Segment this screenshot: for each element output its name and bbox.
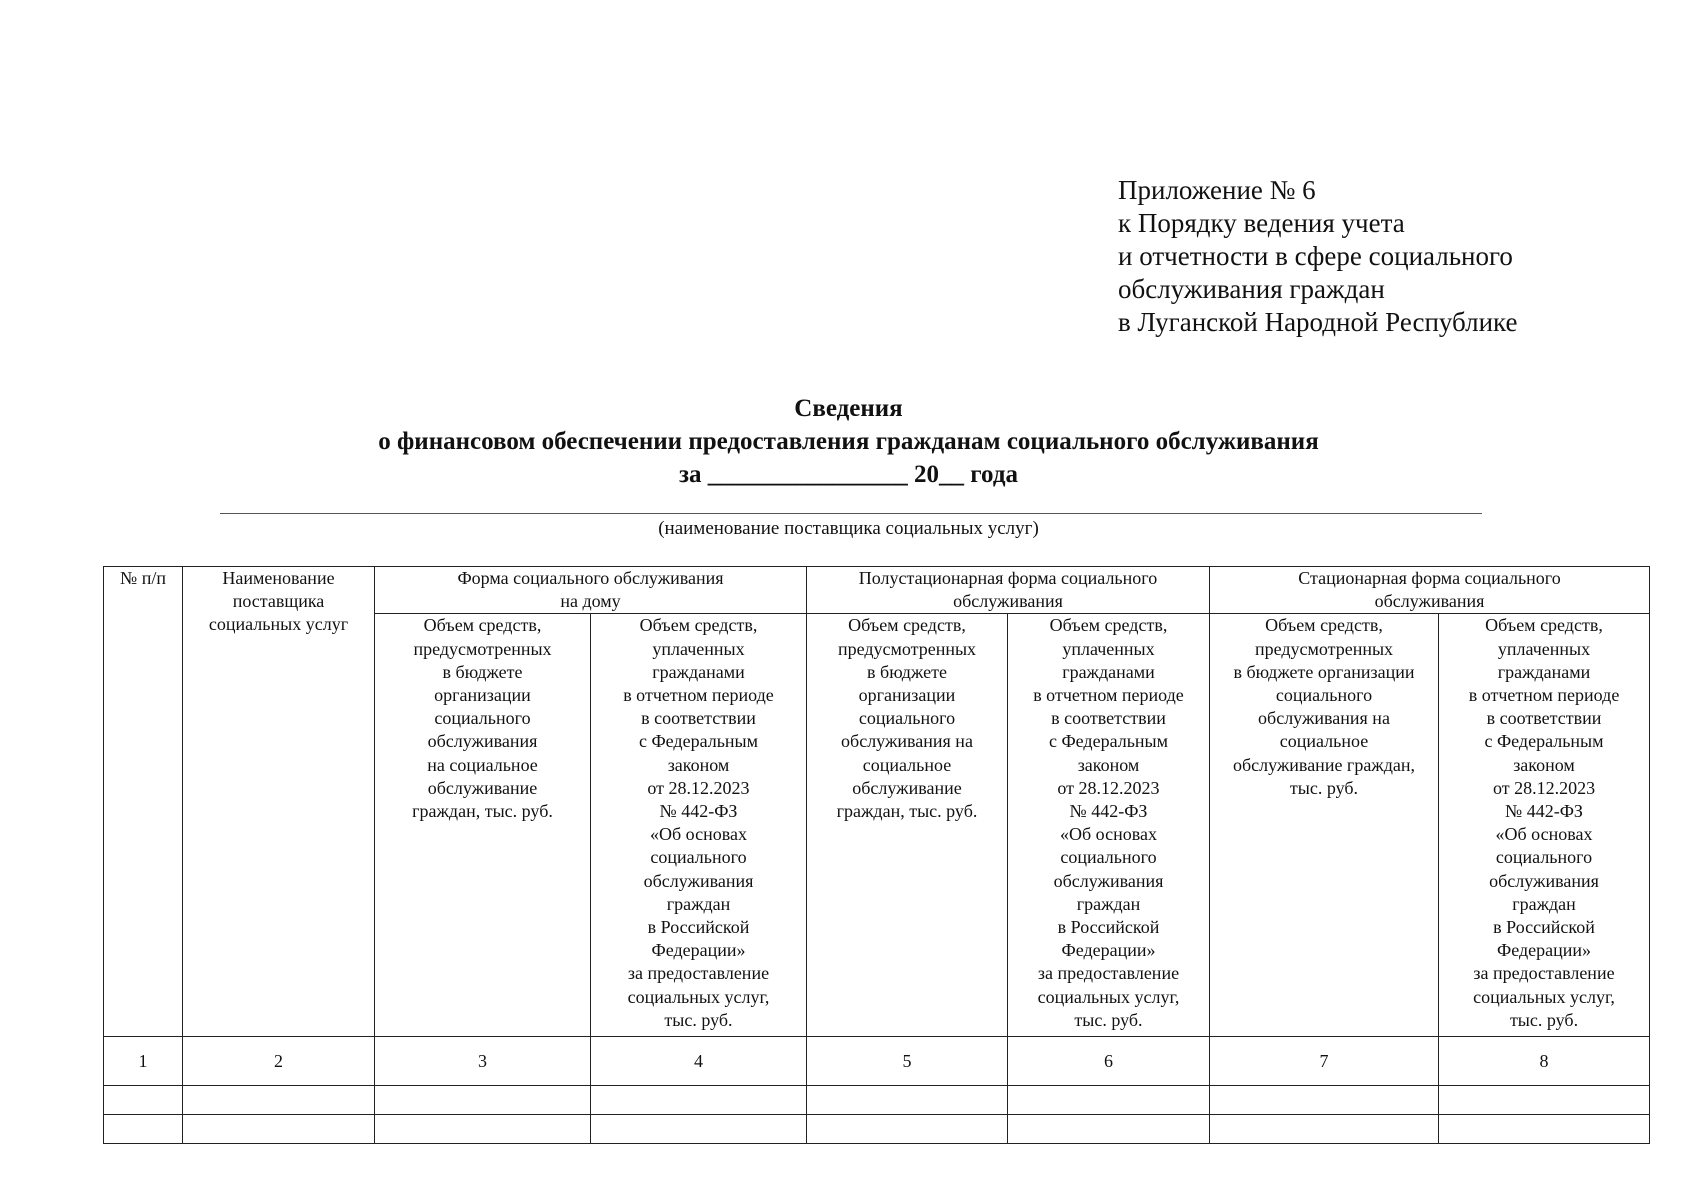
appendix-line: и отчетности в сфере социального	[1118, 241, 1513, 271]
header-cell-provider: Наименование поставщика социальных услуг	[183, 567, 375, 1037]
column-number-cell: 6	[1008, 1037, 1210, 1086]
empty-cell	[104, 1115, 183, 1144]
provider-name-caption: (наименование поставщика социальных услуг)	[658, 518, 1039, 539]
empty-cell	[375, 1115, 591, 1144]
financial-report-table	[103, 566, 1650, 1144]
empty-cell	[1439, 1086, 1650, 1115]
empty-cell	[183, 1115, 375, 1144]
empty-cell	[807, 1086, 1008, 1115]
header-group-home: Форма социального обслуживания на дому	[375, 567, 807, 614]
column-number-cell: 1	[104, 1037, 183, 1086]
table-header-row	[104, 567, 1650, 614]
empty-cell	[1439, 1115, 1650, 1144]
header-cell-col6: Объем средств, уплаченных гражданами в отчетном периоде в соответствии с Федеральным законом от 28.12.2023 № 442-ФЗ «Об основах социального обслуживания граждан в Российской Федерации» за предоставление социальных услуг, тыс. руб.	[1008, 614, 1210, 1037]
empty-cell	[104, 1086, 183, 1115]
empty-cell	[375, 1086, 591, 1115]
appendix-line: в Луганской Народной Республике	[1118, 307, 1518, 337]
title-line-2: о финансовом обеспечении предоставления гражданам социального обслуживания	[378, 428, 1319, 455]
column-number-cell: 3	[375, 1037, 591, 1086]
header-group-semistationary: Полустационарная форма социального обслуживания	[807, 567, 1210, 614]
column-number-cell: 8	[1439, 1037, 1650, 1086]
header-cell-col3: Объем средств, предусмотренных в бюджете организации социального обслуживания на социальное обслуживание граждан, тыс. руб.	[375, 614, 591, 1037]
appendix-note	[1118, 174, 1517, 339]
appendix-line: обслуживания граждан	[1118, 274, 1385, 304]
column-number-cell: 4	[591, 1037, 807, 1086]
header-group-stationary: Стационарная форма социального обслуживания	[1210, 567, 1650, 614]
column-number-cell: 2	[183, 1037, 375, 1086]
empty-table-row	[104, 1086, 1650, 1115]
header-cell-col7: Объем средств, предусмотренных в бюджете организации социального обслуживания на социальное обслуживание граждан, тыс. руб.	[1210, 614, 1439, 1037]
empty-cell	[1008, 1115, 1210, 1144]
column-number-cell: 7	[1210, 1037, 1439, 1086]
title-line-1: Сведения	[794, 395, 903, 422]
document-title	[0, 392, 1697, 491]
empty-cell	[1008, 1086, 1210, 1115]
empty-table-row	[104, 1115, 1650, 1144]
header-cell-col4: Объем средств, уплаченных гражданами в отчетном периоде в соответствии с Федеральным законом от 28.12.2023 № 442-ФЗ «Об основах социального обслуживания граждан в Российской Федерации» за предоставление социальных услуг, тыс. руб.	[591, 614, 807, 1037]
appendix-line: Приложение № 6	[1118, 175, 1316, 205]
header-cell-col5: Объем средств, предусмотренных в бюджете организации социального обслуживания на социальное обслуживание граждан, тыс. руб.	[807, 614, 1008, 1037]
column-number-cell: 5	[807, 1037, 1008, 1086]
empty-cell	[807, 1115, 1008, 1144]
appendix-line: к Порядку ведения учета	[1118, 208, 1405, 238]
empty-cell	[183, 1086, 375, 1115]
header-cell-col8: Объем средств, уплаченных гражданами в отчетном периоде в соответствии с Федеральным законом от 28.12.2023 № 442-ФЗ «Об основах социального обслуживания граждан в Российской Федерации» за предоставление социальных услуг, тыс. руб.	[1439, 614, 1650, 1037]
title-period-line: за ________________ 20__ года	[679, 461, 1018, 488]
column-number-row	[104, 1037, 1650, 1086]
empty-cell	[591, 1115, 807, 1144]
empty-cell	[1210, 1086, 1439, 1115]
provider-name-line	[220, 513, 1482, 514]
header-cell-number: № п/п	[104, 567, 183, 1037]
empty-cell	[1210, 1115, 1439, 1144]
empty-cell	[591, 1086, 807, 1115]
